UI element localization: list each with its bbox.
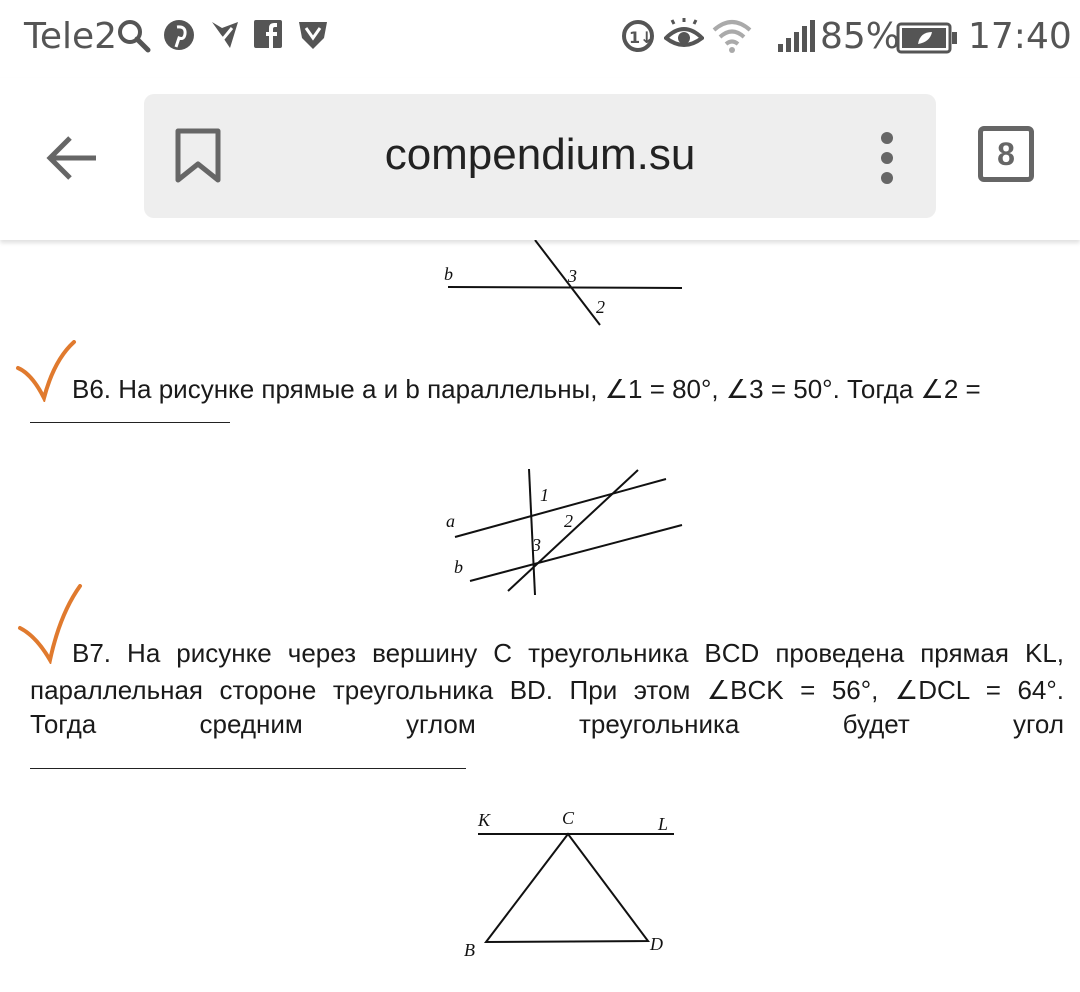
page-content bbox=[0, 240, 1080, 992]
line-b bbox=[448, 287, 682, 288]
label-c: C bbox=[562, 808, 575, 828]
clock: 17:40 bbox=[968, 16, 1072, 57]
label-3: 3 bbox=[532, 535, 541, 555]
label-2: 2 bbox=[564, 511, 573, 531]
transversal-diagonal bbox=[508, 470, 638, 591]
label-k: K bbox=[478, 810, 491, 830]
transversal-vertical bbox=[529, 469, 535, 595]
shield-icon bbox=[296, 18, 330, 52]
answer-blank-b6 bbox=[30, 422, 230, 423]
carrier-name: Tele2 bbox=[24, 16, 118, 57]
tab-switcher-button[interactable]: 8 bbox=[978, 126, 1034, 182]
data-saver-icon bbox=[620, 18, 656, 54]
label-2: 2 bbox=[596, 297, 605, 317]
question-b7-line1: В7. На рисунке через вершину С треугольника BCD проведена прямая KL, bbox=[72, 638, 1064, 668]
url-text[interactable]: compendium.su bbox=[384, 130, 696, 179]
status-bar bbox=[0, 0, 1080, 78]
label-l: L bbox=[658, 814, 669, 834]
label-b: B bbox=[464, 940, 475, 960]
answer-blank-b7 bbox=[30, 768, 466, 769]
figure-b6 bbox=[440, 465, 700, 600]
triangle-bcd bbox=[486, 834, 648, 942]
label-b: b bbox=[454, 557, 463, 577]
question-b7-line2: параллельная стороне треугольника BD. При этом ∠BCK = 56°, ∠DCL = 64°. bbox=[30, 675, 1064, 705]
battery-icon bbox=[896, 22, 958, 54]
url-bar[interactable] bbox=[144, 94, 936, 218]
line-a bbox=[455, 479, 666, 537]
label-a: a bbox=[446, 511, 455, 531]
battery-percent: 85% bbox=[820, 16, 901, 57]
facebook-icon bbox=[252, 18, 284, 50]
search-icon bbox=[116, 18, 152, 54]
line-b bbox=[470, 525, 682, 581]
label-d: D bbox=[650, 934, 663, 954]
check-app-icon bbox=[208, 18, 242, 52]
label-3: 3 bbox=[568, 266, 577, 286]
question-b7-line3: Тогда средним углом треугольника будет угол bbox=[30, 709, 1064, 739]
figure-b7 bbox=[460, 802, 690, 972]
signal-icon bbox=[776, 18, 816, 54]
eye-icon bbox=[664, 18, 704, 54]
pinterest-icon bbox=[162, 18, 196, 52]
more-menu-icon[interactable] bbox=[872, 130, 902, 186]
svg-text:1↓: 1↓ bbox=[629, 28, 654, 47]
browser-toolbar bbox=[0, 78, 1080, 240]
checkmark-b6-icon bbox=[14, 340, 80, 402]
question-b6: В6. На рисунке прямые a и b параллельны, ∠1 = 80°, ∠3 = 50°. Тогда ∠2 = bbox=[72, 374, 981, 404]
wifi-icon bbox=[712, 18, 752, 54]
label-1: 1 bbox=[540, 485, 549, 505]
figure-top bbox=[430, 240, 700, 330]
back-arrow-icon[interactable] bbox=[44, 130, 100, 186]
label-b: b bbox=[444, 264, 453, 284]
